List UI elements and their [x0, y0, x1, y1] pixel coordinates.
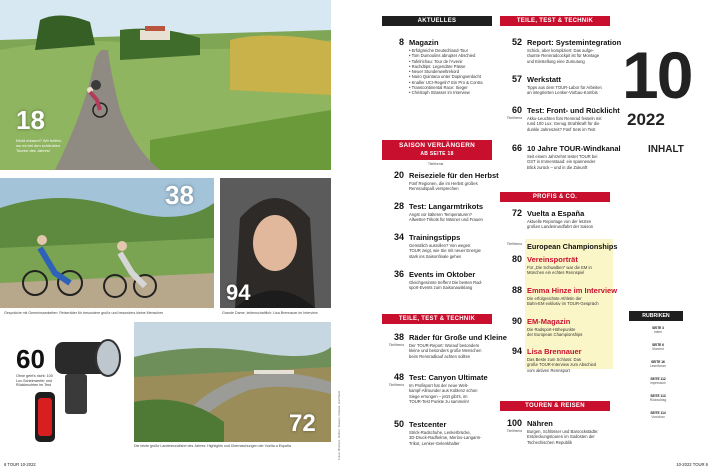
toc-entry-57[interactable] — [500, 74, 610, 102]
entry-title: Räder für Große und Kleine — [409, 332, 507, 342]
toc-entry-72[interactable] — [500, 208, 610, 236]
entry-title: 10 Jahre TOUR-Windkanal — [527, 143, 621, 153]
rubrik-vorschau[interactable]: SEITE 114 Vorschau — [650, 411, 666, 419]
entry-title: Reiseziele für den Herbst — [409, 170, 499, 180]
entry-desc: Burgen, Schlösser und Baroockstädte: Entdeckungstouren im Südosten der Tschechischen Republik — [527, 429, 599, 445]
rubriken-header: RUBRIKEN — [629, 311, 683, 321]
toc-entry-48[interactable] — [382, 372, 492, 416]
entry-title: Vuelta a España — [527, 208, 585, 218]
photo-60-caption: Ohne geht's nicht: 100 Lux-Scheinwerfer und Rückleuchten im Test — [16, 374, 53, 388]
toc-entry-34[interactable] — [382, 232, 492, 268]
entry-desc: Für „Die Schwalben" war die EM in München ein echtes Rennspiel — [527, 265, 592, 276]
entry-desc: Seit einem Jahrzehnt testet TOUR bei GST in Immenstaad: ein spannender Blick zurück – und in die Zukunft — [527, 154, 598, 170]
toc-entry-52[interactable] — [500, 37, 622, 71]
entry-page: 72 — [511, 208, 522, 218]
saison-title: SAISON VERLÄNGERN — [398, 142, 476, 149]
rear-light — [35, 392, 55, 442]
entry-title: EM-Magazin — [527, 316, 571, 326]
photo-72-vuelta — [134, 322, 331, 442]
issue-label: INHALT — [648, 144, 684, 155]
issue-number: 10 — [622, 38, 692, 112]
entry-title: Vereinsporträt — [527, 254, 578, 264]
toc-entry-90[interactable] — [500, 316, 610, 342]
entry-title: Report: Systemintegration — [527, 37, 622, 47]
toc-entry-20[interactable] — [382, 170, 499, 202]
entry-page: 100 — [506, 418, 522, 428]
entry-desc: Im Profisport hat der neue Welt- kampf-Allrounder aus Koblenz schon Siege errungen – jetzt gibt's, im TOUR-Test Punkte zu sammeln! — [409, 383, 478, 405]
toc-entry-8[interactable] — [382, 37, 492, 127]
entry-page: 52 — [511, 37, 522, 47]
header-teil2: TEILE, TEST & TECHNIK — [500, 16, 610, 26]
rubrik-impressum[interactable]: SEITE 112 Impressum — [650, 377, 666, 385]
entry-page: 28 — [393, 201, 404, 211]
front-light — [55, 340, 120, 414]
rubrik-leserforum[interactable]: SEITE 16 Leserforum — [649, 360, 667, 368]
bike-lights-image — [0, 322, 132, 462]
photo-credits: Fotos: Büchers, Rother, Teasers, Drabek, Hochheim — [337, 390, 341, 460]
entry-page: 66 — [511, 143, 522, 153]
issue-year: 2022 — [627, 110, 665, 129]
toc-entry-100[interactable] — [500, 418, 610, 454]
entry-title: Magazin — [409, 37, 439, 47]
entry-page: 80 — [511, 254, 522, 264]
entry-page: 94 — [511, 346, 522, 356]
rubrik-intern[interactable]: SEITE 3 Intern — [652, 326, 664, 334]
toc-entry-28[interactable] — [382, 201, 492, 233]
page-number-18: 18 — [16, 105, 45, 135]
magazine-bullet-list: • Erfolgreiche Deutschland-Tour • Tom Dumoulins abrupter Abschied • Tafelrichau: Tour de l'Avenir • Rachdtips: Legendäre Pässe • Neuer Stundenweltrekord • Nairo Quintana unter Dopingverdacht • Knaller UCI-Regeln? Ein Pro & Contra • Transcontinental Race: Sieger • Christoph Strasser im Interview — [409, 48, 483, 96]
entry-page: 48 — [393, 372, 404, 382]
entry-tag: Titelthema — [506, 116, 522, 120]
entry-title: Emma Hinze im Interview — [527, 285, 618, 295]
entry-title: Nähren — [527, 418, 553, 428]
entry-desc: Gemütlich ausrollen? Von wegen: TOUR zeigt, wie Sie mit neuer Energie stark ins Saisonfinale gehen — [409, 243, 481, 259]
entry-title: Werkstatt — [527, 74, 562, 84]
entry-title: Test: Langarmtrikots — [409, 201, 484, 211]
entry-desc: Aktuelle Reportage von der letzten großen Landesrundfahrt der Saison — [527, 219, 594, 230]
page-number-60: 60 — [16, 344, 45, 374]
promo-tag: Titelthema — [506, 242, 522, 246]
entry-desc: Tipps aus dem TOUR-Labor für Arbeiten an integrierten Lenker-Vorbau-Kombis — [527, 85, 602, 96]
page-number-38: 38 — [165, 180, 194, 210]
toc-entry-38[interactable] — [382, 332, 507, 370]
entry-desc: Die Radsport-Höhepunkte der European Championships — [527, 327, 583, 338]
toc-entry-66[interactable] — [500, 143, 621, 179]
entry-desc: Die erfolgreichste Athletin der Bahn-EM exklusiv im TOUR-Gespräch — [527, 296, 599, 307]
photo-38-two-cyclists — [0, 178, 214, 308]
footer-left: 6 TOUR 10-2022 — [4, 462, 36, 467]
entry-title: Test: Canyon Ultimate — [409, 372, 488, 382]
entry-desc: Fünf Regionen, die im Herbst großes Rennradspaß versprechen — [409, 181, 478, 192]
entry-tag: Titelthema — [388, 383, 404, 387]
entry-page: 20 — [393, 170, 404, 180]
photo-18-country-road — [0, 0, 331, 170]
entry-page: 50 — [393, 419, 404, 429]
entry-tag: Titelthema — [506, 429, 522, 433]
promo-title: European Championships — [527, 242, 618, 251]
entry-desc: Schick, aber kompliziert: Das aufge- räumte Rennradcockpit ist für Montage und Einstellung eine Zumutung — [527, 48, 600, 64]
header-teil1: TEILE, TEST & TECHNIK — [382, 314, 492, 324]
entry-desc: Der TOUR-Report: Worauf besonders kleine und besonders große Menschen beim Rennradkauf achten sollten — [409, 343, 482, 359]
entry-desc: Akku-Leuchten fürs Rennrad fesseln mit rund 100 Lux: Genug Strahlkraft für die dunkle Jahreszeit? Fünf Sets im Test — [527, 116, 602, 132]
saison-sub: AB SEITE 18 — [420, 151, 454, 157]
toc-entry-80[interactable] — [500, 254, 610, 280]
entry-title: Test: Front- und Rücklicht — [527, 105, 620, 115]
entry-title: Events im Oktober — [409, 269, 476, 279]
caption-mid-left: Gespräche mit Gemeinsamkeiten: Reiseräder für besondere große und besonders kleine Menschen — [4, 311, 164, 315]
header-saison — [382, 140, 492, 160]
toc-entry-50[interactable] — [382, 419, 492, 455]
header-touren: TOUREN & REISEN — [500, 401, 610, 411]
entry-desc: Gleichgesinnte treffen! Die besten Rad- sport-Events zum Saisonausklang — [409, 280, 483, 291]
footer-right: 10-2022 TOUR 6 — [676, 462, 708, 467]
toc-entry-36[interactable] — [382, 269, 492, 301]
rubrik-moment[interactable]: SEITE 6 Moment — [652, 343, 664, 351]
page-number-94: 94 — [226, 280, 251, 305]
caption-mid-right: Grande Dame, leidenschaftlich: Lisa Brennauer im Interview — [222, 311, 318, 315]
toc-entry-94[interactable] — [500, 346, 610, 380]
header-aktuelles: AKTUELLES — [382, 16, 492, 26]
toc-entry-88[interactable] — [500, 285, 618, 311]
entry-desc: Strick-Radschuhe, Lenkerbrücke, 3D-Druck-Radhelme, Merino-Langarm- Trikot, Lenker-Gelenkhalter — [409, 430, 482, 446]
entry-tag: Titelthema — [388, 343, 404, 347]
rubrik-rueckschlag[interactable]: SEITE 113 Rückschlag — [649, 394, 667, 402]
header-profis: PROFIS & CO. — [500, 192, 610, 202]
entry-title: Trainingstipps — [409, 232, 461, 242]
entry-page: 38 — [393, 332, 404, 342]
entry-page: 34 — [393, 232, 404, 242]
photo-18-caption: Nicht erkannt? Wir helfen, wo es bei den schönsten Touren des Jahres! — [16, 138, 63, 153]
photo-60-lights — [0, 322, 132, 462]
toc-entry-60[interactable] — [500, 105, 620, 141]
caption-bottom: Die letzte große Landesrundfahrt des Jahres: Highlights und Überraschungen der Vuelta a España — [134, 444, 291, 448]
entry-desc: Das Beste zum Schluss: Das große TOUR-Interview zum Abschied vom aktiven Rennsport — [527, 357, 597, 373]
page-number-72: 72 — [289, 410, 316, 437]
entry-page: 90 — [511, 316, 522, 326]
entry-page: 57 — [511, 74, 522, 84]
photo-94-portrait — [220, 178, 331, 308]
saison-tag: Titelthema — [428, 162, 444, 166]
entry-title: Testcenter — [409, 419, 447, 429]
entry-page: 60 — [511, 105, 522, 115]
entry-title: Lisa Brennauer — [527, 346, 582, 356]
entry-page: 8 — [398, 37, 404, 47]
entry-desc: Angst vor kälteren Temperaturen? Allwetter-Trikots für Männer und Frauen — [409, 212, 483, 223]
entry-page: 88 — [511, 285, 522, 295]
entry-page: 36 — [393, 269, 404, 279]
